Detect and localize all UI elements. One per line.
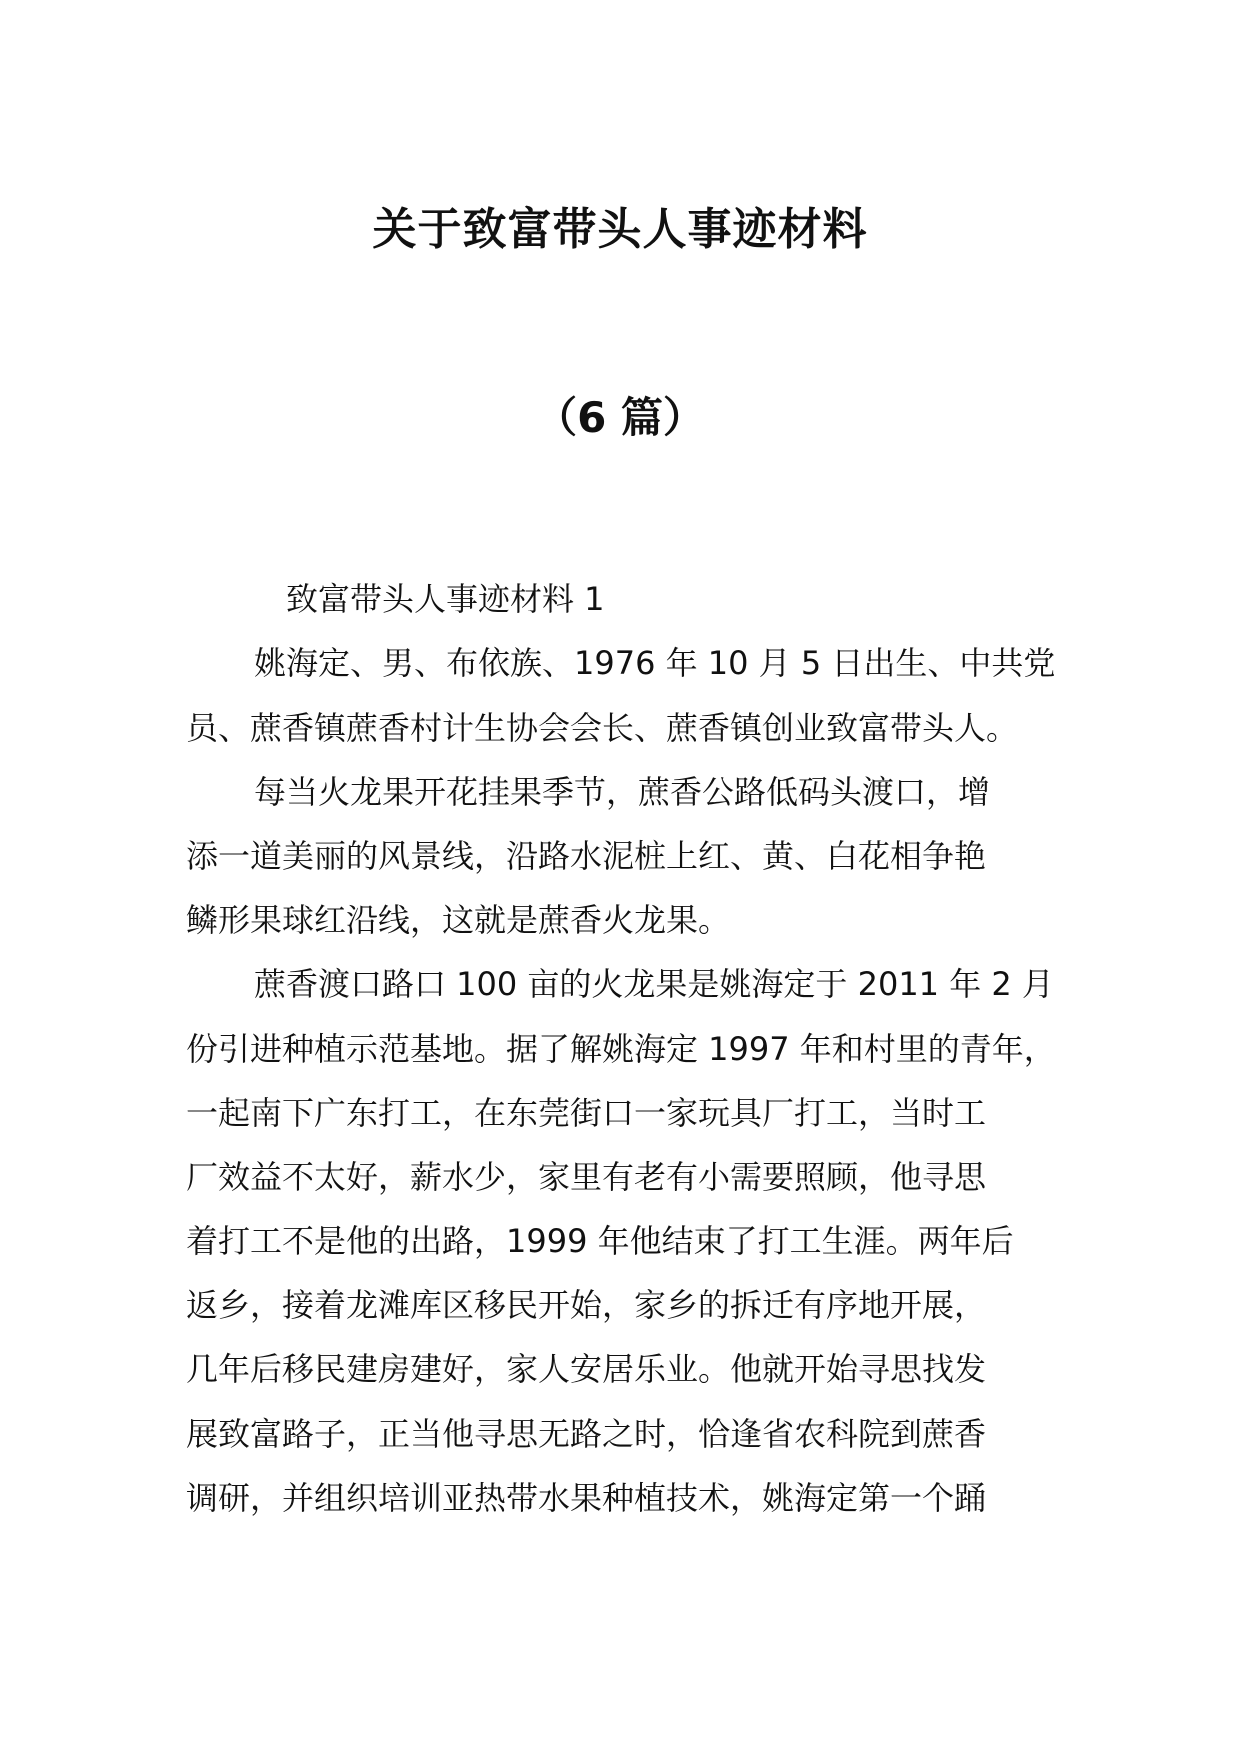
paragraph-line: 添一道美丽的风景线，沿路水泥桩上红、黄、白花相争艳 (186, 837, 987, 875)
paragraph-line: 姚海定、男、布依族、1976 年 10 月 5 日出生、中共党 (254, 644, 1056, 682)
paragraph-line: 着打工不是他的出路，1999 年他结束了打工生涯。两年后 (186, 1222, 1014, 1260)
paragraph-line: 员、蔗香镇蔗香村计生协会会长、蔗香镇创业致富带头人。 (186, 709, 1019, 747)
paragraph-line: 返乡，接着龙滩库区移民开始，家乡的拆迁有序地开展， (186, 1286, 987, 1324)
paragraph-line: 调研，并组织培训亚热带水果种植技术，姚海定第一个踊 (186, 1479, 987, 1517)
paragraph-line: 一起南下广东打工，在东莞街口一家玩具厂打工，当时工 (186, 1094, 987, 1132)
document-subtitle: （6 篇） (535, 393, 705, 442)
paragraph-line: 鳞形果球红沿线，这就是蔗香火龙果。 (186, 901, 731, 939)
paragraph-line: 每当火龙果开花挂果季节，蔗香公路低码头渡口，增 (254, 773, 991, 811)
paragraph-line: 展致富路子，正当他寻思无路之时，恰逢省农科院到蔗香 (186, 1415, 987, 1453)
document-title: 关于致富带头人事迹材料 (372, 204, 868, 255)
paragraph-line: 份引进种植示范基地。据了解姚海定 1997 年和村里的青年， (186, 1030, 1056, 1068)
paragraph-line: 厂效益不太好，薪水少，家里有老有小需要照顾，他寻思 (186, 1158, 987, 1196)
paragraph-line: 蔗香渡口路口 100 亩的火龙果是姚海定于 2011 年 2 月 (254, 965, 1054, 1003)
paragraph-line: 几年后移民建房建好，家人安居乐业。他就开始寻思找发 (186, 1350, 987, 1388)
section-heading: 致富带头人事迹材料 1 (286, 580, 605, 618)
